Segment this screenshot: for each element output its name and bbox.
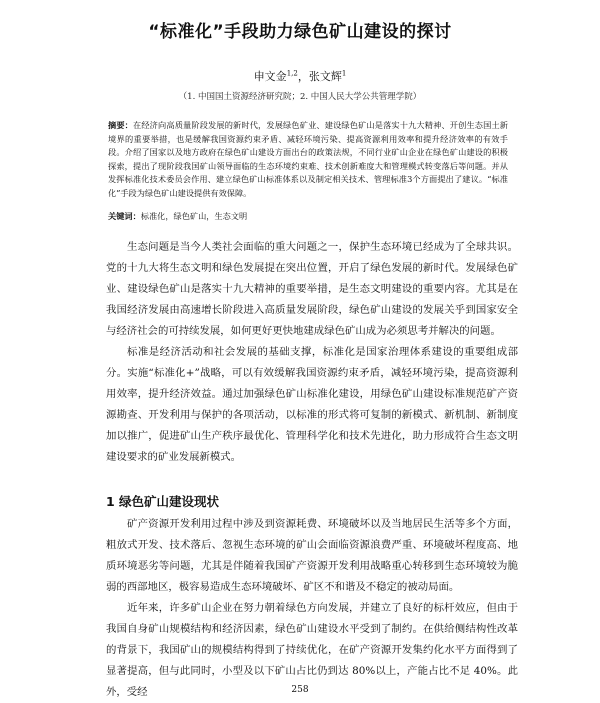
author-separator: ， (297, 70, 309, 83)
author-affil-mark: 1,2 (286, 69, 298, 78)
keywords-label: 关键词： (108, 211, 141, 221)
keywords-text: 标准化，绿色矿山，生态文明 (140, 211, 248, 221)
affiliations: （1. 中国国土资源经济研究院；2. 中国人民大学公共管理学院） (178, 92, 422, 102)
abstract-label: 摘要： (108, 120, 134, 130)
author-name: 张文辉 (308, 70, 342, 83)
author-line (0, 68, 600, 84)
author-name: 申文金 (253, 70, 287, 83)
body-paragraph: 生态问题是当今人类社会面临的重大问题之一，保护生态环境已经成为了全球共识。党的十九大将生态文明和绿色发展提在突出位置，开启了绿色发展的新时代。发展绿色矿业、建设绿色矿山是落实十九大精神的重要举措，是生态文明建设的重要内容。尤其是在我国经济发展由高速增长阶段进入高质量发展阶段，绿色矿山建设的发展关乎到国家安全与经济社会的可持续发展，如何更好更快地建成绿色矿山成为必须思考并解决的问题。 (106, 241, 518, 337)
abstract (108, 119, 508, 201)
author-affil-mark: 1 (341, 69, 347, 78)
section-heading: 1 绿色矿山建设现状 (106, 494, 220, 509)
body-paragraph: 近年来，许多矿山企业在努力朝着绿色方向发展，并建立了良好的标杆效应，但由于我国自身矿山规模结构和经济因素，绿色矿山建设水平受到了制约。在供给侧结构性改革的背景下，我国矿山的规模结构得到了持续优化，在矿产资源开发集约化水平方面得到了显著提高，但与此同时，小型及以下矿山占比仍到达 80%以上，产能占比不足 40%。此外，受经 (106, 602, 518, 698)
body-paragraph: 矿产资源开发利用过程中涉及到资源耗费、环境破坏以及当地居民生活等多个方面，粗放式开发、技术落后、忽视生态环境的矿山会面临资源浪费严重、环境破坏程度高、地质环境恶劣等问题，尤其是伴随着我国矿产资源开发利用战略重心转移到生态环境较为脆弱的西部地区，极容易造成生态环境破坏、矿区不和谐及不稳定的被动局面。 (106, 518, 518, 593)
introduction (106, 237, 518, 468)
section-body (106, 514, 518, 703)
abstract-text: 在经济向高质量阶段发展的新时代，发展绿色矿业、建设绿色矿山是落实十九大精神、开创生态国土新境界的重要举措，也是缓解我国资源约束矛盾、减轻环境污染、提高资源利用效率和提升经济效率的有效手段。介绍了国家以及地方政府在绿色矿山建设方面出台的政策法规，不同行业矿山企业在绿色矿山建设的积极探索，提出了现阶段我国矿山领导面临的生态环境约束难、技术创新难度大和管理模式转变落后等问题。并从发挥标准化技术委员会作用、建立绿色矿山标准体系以及制定相关技术、管理标准3个方面提出了建议。“标准化”手段为绿色矿山建设提供有效保障。 (108, 120, 508, 198)
keywords (108, 211, 508, 222)
body-paragraph: 标准是经济活动和社会发展的基础支撑，标准化是国家治理体系建设的重要组成部分。实施“标准化+”战略，可以有效缓解我国资源约束矛盾，减轻环境污染，提高资源利用效率，提升经济效益。通过加强绿色矿山标准化建设，用绿色矿山建设标准规范矿产资源勘查、开发利用与保护的各项活动，以标准的形式将可复制的新模式、新机制、新制度加以推广，促进矿山生产秩序最优化、管理科学化和技术先进化，助力形成符合生态文明建设要求的矿业发展新模式。 (106, 346, 518, 463)
page-number: 258 (291, 685, 309, 695)
paper-title: “标准化”手段助力绿色矿山建设的探讨 (148, 22, 452, 42)
